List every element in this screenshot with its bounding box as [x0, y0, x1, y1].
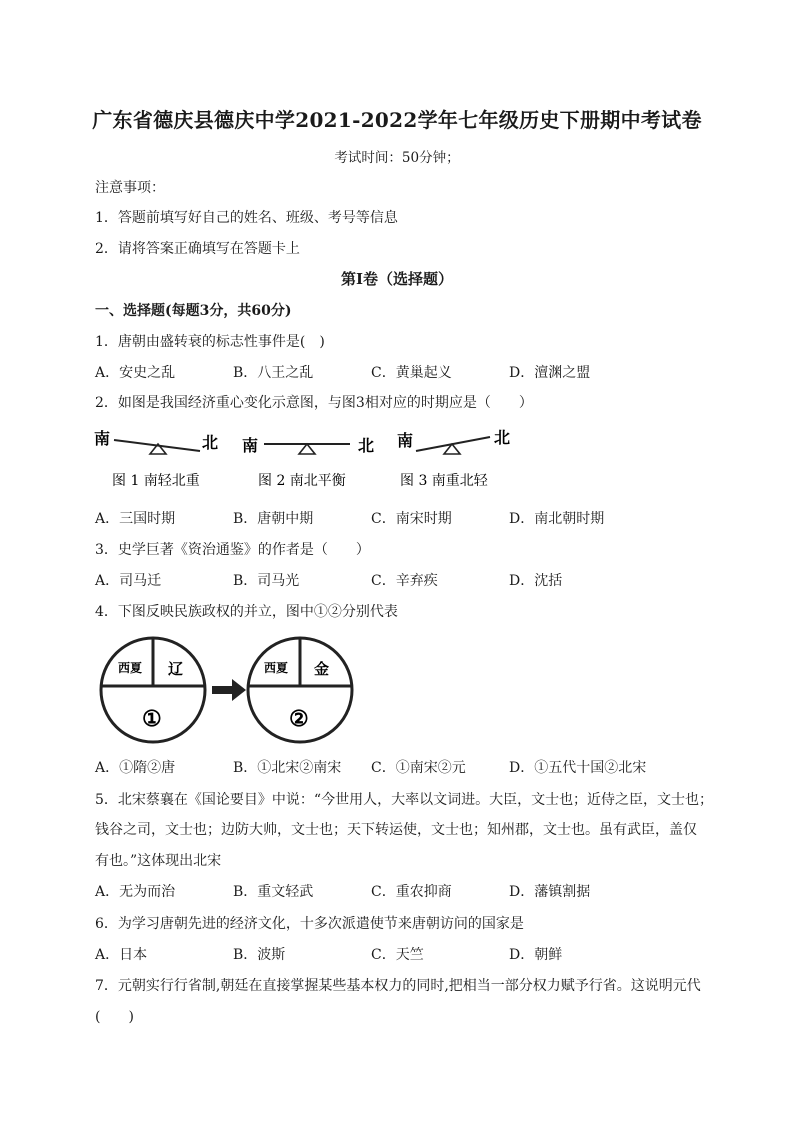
option-b[interactable]: B．唐朝中期 [233, 511, 314, 527]
question-3-options [95, 570, 715, 590]
notice-item: 2．请将答案正确填写在答题卡上 [95, 241, 300, 257]
option-a[interactable]: A．日本 [95, 947, 148, 963]
figure-caption: 图 2 南北平衡 [258, 473, 346, 489]
option-a[interactable]: A．无为而治 [95, 884, 176, 900]
regime-label: 金 [314, 660, 330, 678]
option-c[interactable]: C．黄巢起义 [371, 365, 452, 381]
notice-heading: 注意事项： [95, 180, 165, 196]
question-6-options [95, 944, 715, 964]
south-label: 南 [397, 431, 414, 450]
option-d[interactable]: D．藩镇割据 [509, 884, 591, 900]
option-d[interactable]: D．朝鲜 [509, 947, 563, 963]
regime-label: 西夏 [118, 661, 143, 675]
economic-center-balance-figure [92, 424, 512, 499]
option-b[interactable]: B．八王之乱 [233, 365, 314, 381]
regime-circle-2 [248, 638, 352, 742]
question-5-line: 5．北宋蔡襄在《国论要目》中说：“今世用人，大率以文词进。大臣，文士也；近侍之臣，文士也； [95, 792, 714, 808]
option-c[interactable]: C．重农抑商 [371, 884, 452, 900]
option-a[interactable]: A．三国时期 [95, 511, 176, 527]
notice-item: 1．答题前填写好自己的姓名、班级、考号等信息 [95, 210, 398, 226]
balance-figure-2 [242, 436, 374, 489]
option-a[interactable]: A．①隋②唐 [95, 760, 176, 776]
question-5-line: 有也。”这体现出北宋 [95, 853, 222, 869]
question-1: 1．唐朝由盛转衰的标志性事件是( ) [95, 334, 325, 350]
option-c[interactable]: C．天竺 [371, 947, 424, 963]
south-label: 南 [94, 429, 111, 448]
question-5-line: 钱谷之司，文士也；边防大帅，文士也；天下转运使，文士也；知州郡，文士也。虽有武臣，盖仅 [95, 822, 697, 838]
option-a[interactable]: A．司马迁 [95, 573, 162, 589]
regime-label: 辽 [168, 660, 184, 678]
option-a[interactable]: A．安史之乱 [95, 365, 176, 381]
arrow-right-icon [212, 679, 246, 701]
question-6: 6．为学习唐朝先进的经济文化，十多次派遣使节来唐朝访问的国家是 [95, 916, 524, 932]
regime-marker: ① [142, 706, 162, 732]
option-d[interactable]: D．澶渊之盟 [509, 365, 591, 381]
figure-caption: 图 1 南轻北重 [112, 473, 200, 489]
question-2-options [95, 508, 715, 528]
exam-title: 广东省德庆县德庆中学2021-2022学年七年级历史下册期中考试卷 [92, 108, 702, 132]
north-label: 北 [358, 436, 375, 455]
option-b[interactable]: B．①北宋②南宋 [233, 760, 342, 776]
south-label: 南 [242, 436, 259, 455]
regime-label: 西夏 [264, 661, 289, 675]
regime-circle-1 [101, 638, 205, 742]
question-2: 2．如图是我国经济重心变化示意图，与图3相对应的时期应是（ ） [95, 395, 533, 411]
regime-coexistence-figure [98, 634, 360, 746]
question-4: 4．下图反映民族政权的并立，图中①②分别代表 [95, 604, 398, 620]
question-7-line: ( ) [95, 1009, 134, 1025]
option-c[interactable]: C．辛弃疾 [371, 573, 438, 589]
option-d[interactable]: D．南北朝时期 [509, 511, 605, 527]
question-5-options [95, 881, 715, 901]
question-3: 3．史学巨著《资治通鉴》的作者是（ ） [95, 542, 370, 558]
option-c[interactable]: C．①南宋②元 [371, 760, 466, 776]
part-heading: 一、选择题(每题3分，共60分) [95, 303, 292, 319]
question-1-options [95, 362, 715, 382]
north-label: 北 [202, 433, 219, 452]
option-d[interactable]: D．①五代十国②北宋 [509, 760, 647, 776]
option-c[interactable]: C．南宋时期 [371, 511, 452, 527]
option-b[interactable]: B．司马光 [233, 573, 300, 589]
north-label: 北 [494, 428, 511, 447]
option-d[interactable]: D．沈括 [509, 573, 563, 589]
option-b[interactable]: B．波斯 [233, 947, 286, 963]
question-4-options [95, 757, 715, 777]
section-title: 第I卷（选择题） [340, 270, 454, 288]
exam-time: 考试时间：50分钟； [334, 150, 460, 166]
question-7-line: 7．元朝实行行省制,朝廷在直接掌握某些基本权力的同时,把相当一部分权力赋予行省。这说明元代 [95, 978, 701, 994]
figure-caption: 图 3 南重北轻 [400, 473, 488, 489]
regime-marker: ② [289, 706, 309, 732]
fulcrum-icon [299, 444, 315, 454]
option-b[interactable]: B．重文轻武 [233, 884, 314, 900]
balance-figure-1 [94, 429, 218, 489]
balance-figure-3 [397, 428, 510, 489]
